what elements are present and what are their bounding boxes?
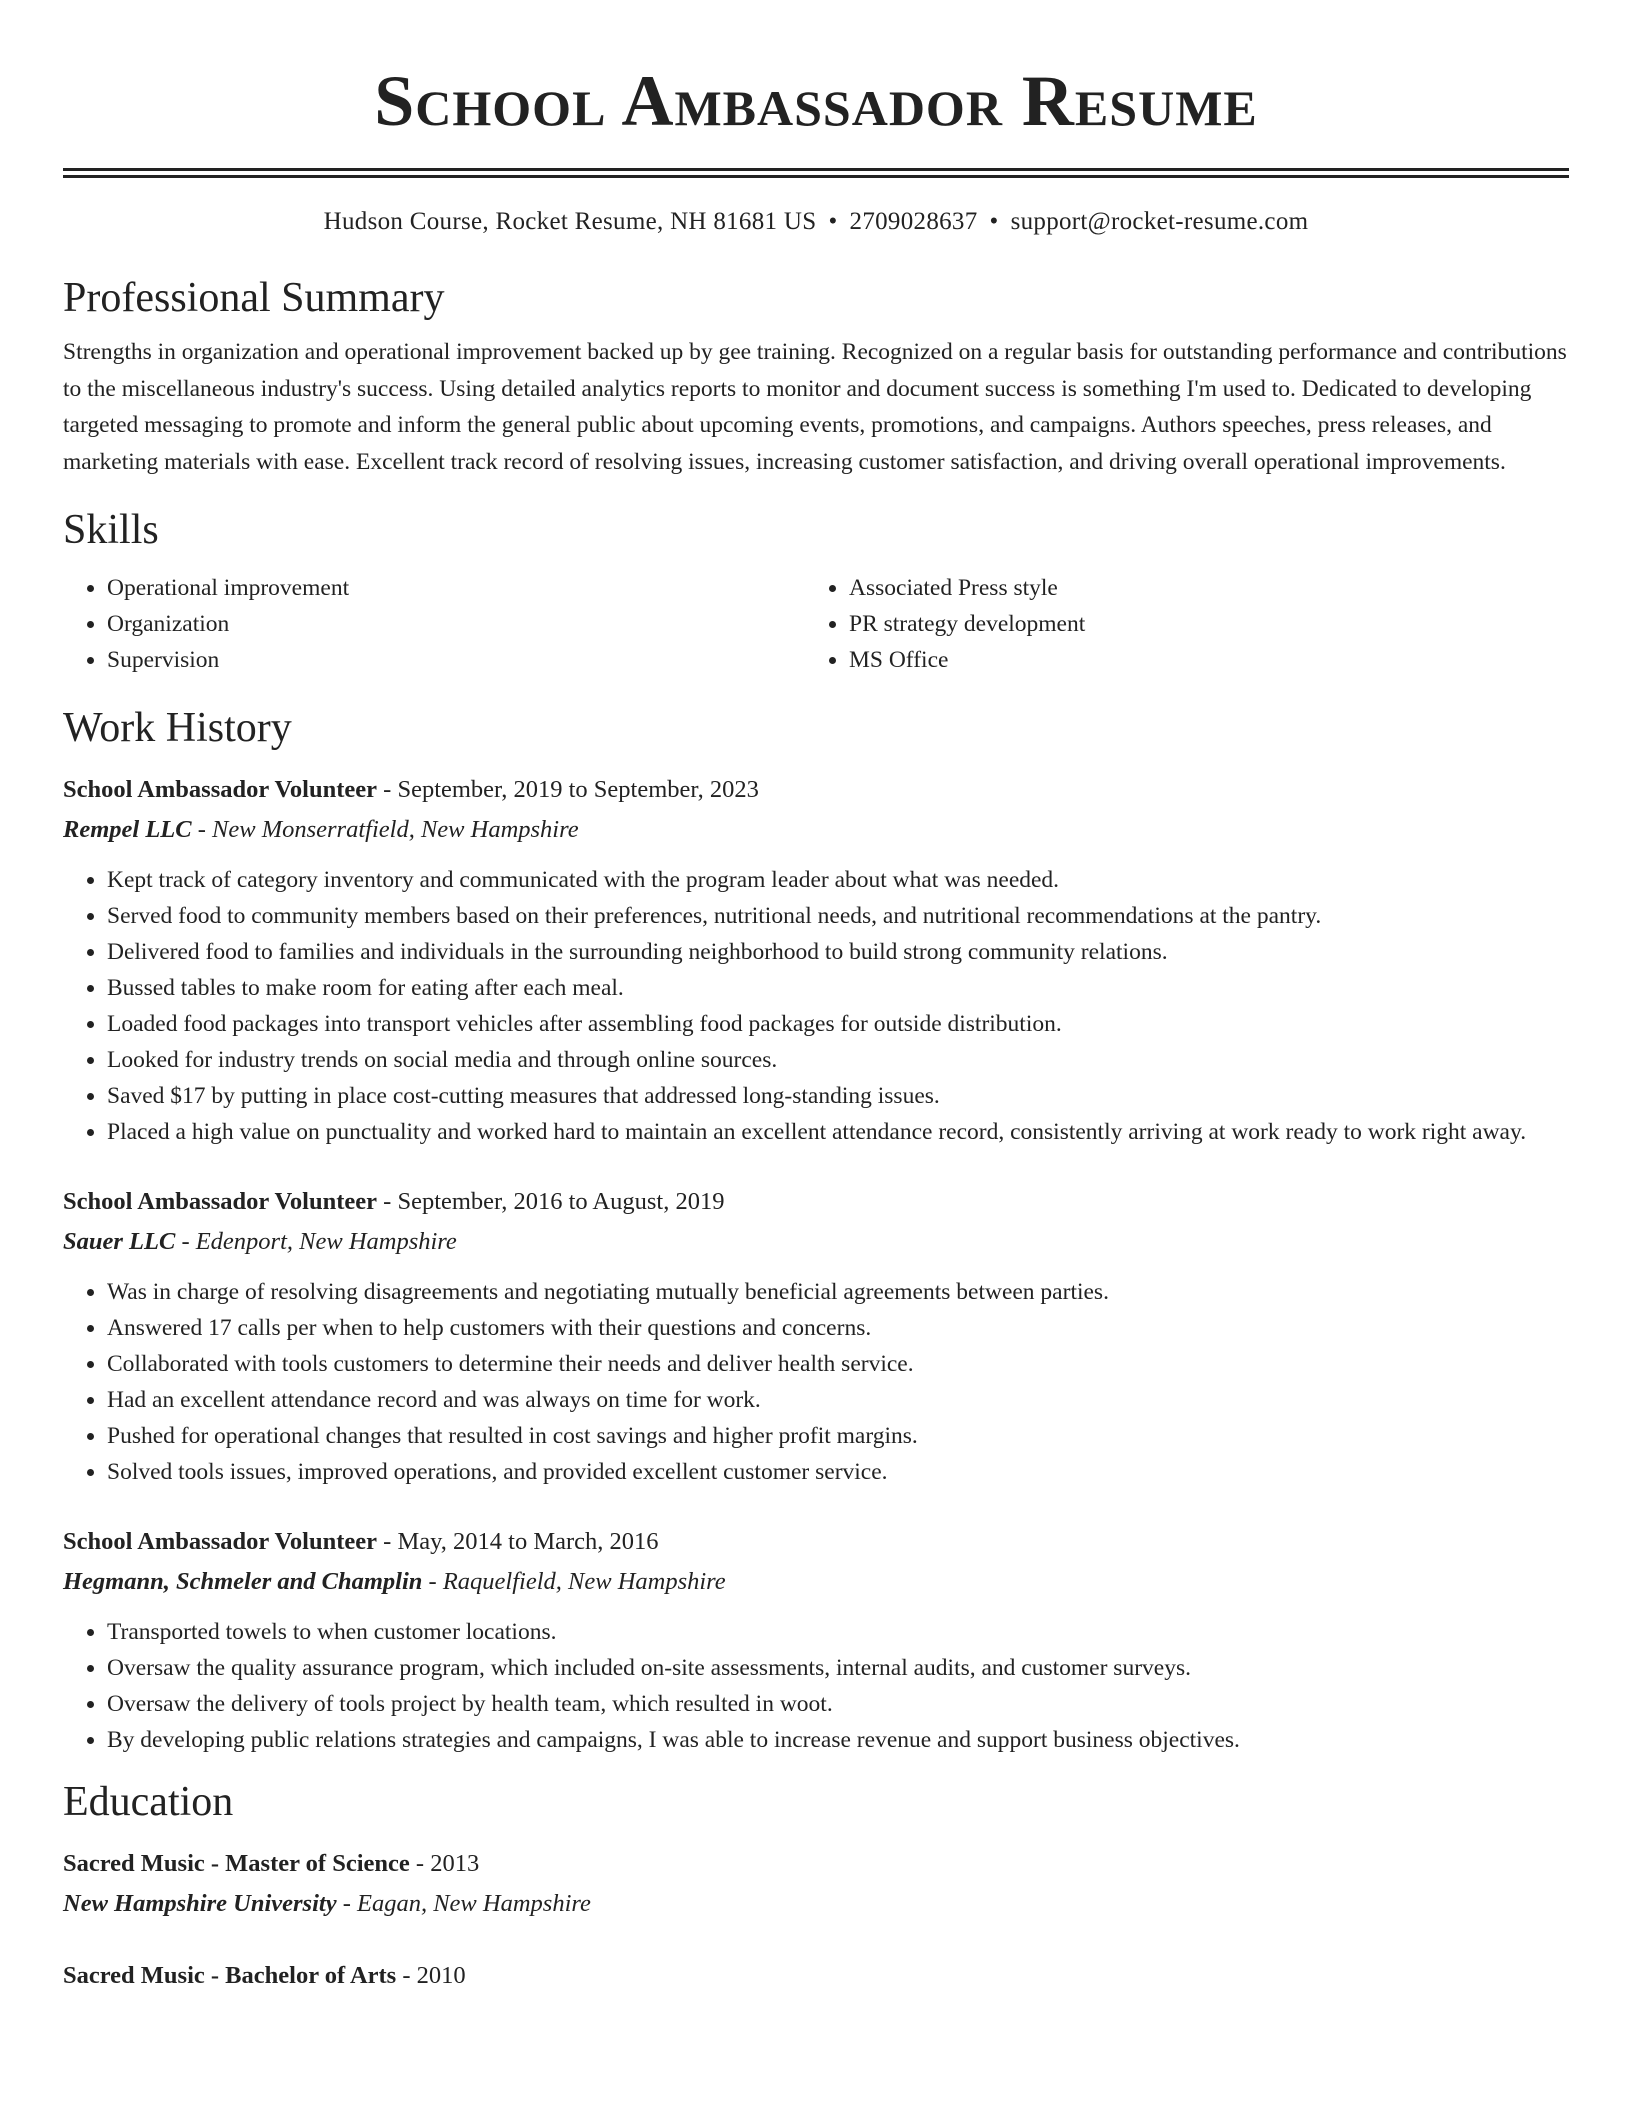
summary-heading: Professional Summary xyxy=(63,275,445,321)
job-duty: • By developing public relations strategies and campaigns, I was able to increase revenue and support business objectives. xyxy=(107,1722,1569,1758)
skills-column-left xyxy=(63,570,805,678)
contact-separator: • xyxy=(828,208,838,235)
contact-email: support@rocket-resume.com xyxy=(1010,208,1309,235)
job-company-line xyxy=(63,1222,1569,1262)
job-duty: • Was in charge of resolving disagreements and negotiating mutually beneficial agreements between parties. xyxy=(107,1274,1569,1310)
contact-line xyxy=(63,206,1569,238)
education-degree-line xyxy=(63,1956,1569,1996)
job-title: School Ambassador Volunteer xyxy=(63,776,378,803)
skills-list-right xyxy=(805,570,1547,678)
job-dates: - September, 2016 to August, 2019 xyxy=(377,1188,725,1215)
job-company-line xyxy=(63,1562,1569,1602)
job-duty: • Transported towels to when customer locations. xyxy=(107,1614,1569,1650)
education-degree: Sacred Music - Master of Science xyxy=(63,1850,410,1877)
job-company: Sauer LLC xyxy=(63,1228,176,1255)
work-history-heading: Work History xyxy=(63,705,292,751)
education-school-line xyxy=(63,1884,1569,1924)
skills-column-right xyxy=(805,570,1547,678)
skill-item: • Supervision xyxy=(107,642,805,678)
job-duty: • Delivered food to families and individuals in the surrounding neighborhood to build strong community relations. xyxy=(107,934,1569,970)
job-duty: • Collaborated with tools customers to determine their needs and deliver health service. xyxy=(107,1346,1569,1382)
job-duty: • Bussed tables to make room for eating after each meal. xyxy=(107,970,1569,1006)
job-title-line xyxy=(63,770,1569,810)
job-duty: • Loaded food packages into transport vehicles after assembling food packages for outside distribution. xyxy=(107,1006,1569,1042)
job-entry xyxy=(63,1522,1569,1758)
job-title-line xyxy=(63,1522,1569,1562)
job-entry xyxy=(63,1182,1569,1490)
job-duties-list xyxy=(63,1274,1569,1490)
job-duty: • Answered 17 calls per when to help customers with their questions and concerns. xyxy=(107,1310,1569,1346)
job-location: - New Monserratfield, New Hampshire xyxy=(191,816,579,843)
job-location: - Raquelfield, New Hampshire xyxy=(422,1568,726,1595)
job-duty: • Looked for industry trends on social media and through online sources. xyxy=(107,1042,1569,1078)
contact-phone: 2709028637 xyxy=(849,208,978,235)
skills-grid xyxy=(63,570,1569,678)
education-location: - Eagan, New Hampshire xyxy=(336,1890,591,1917)
contact-address: Hudson Course, Rocket Resume, NH 81681 US xyxy=(323,208,817,235)
skills-heading: Skills xyxy=(63,507,159,553)
education-school: New Hampshire University xyxy=(63,1890,337,1917)
job-company-line xyxy=(63,810,1569,850)
skills-list-left xyxy=(63,570,805,678)
job-company: Hegmann, Schmeler and Champlin xyxy=(63,1568,423,1595)
education-heading: Education xyxy=(63,1779,234,1825)
job-duties-list xyxy=(63,1614,1569,1758)
job-title: School Ambassador Volunteer xyxy=(63,1188,378,1215)
job-duties-list xyxy=(63,862,1569,1150)
education-degree: Sacred Music - Bachelor of Arts xyxy=(63,1962,397,1989)
job-duty: • Had an excellent attendance record and was always on time for work. xyxy=(107,1382,1569,1418)
job-duty: • Saved $17 by putting in place cost-cutting measures that addressed long-standing issues. xyxy=(107,1078,1569,1114)
job-duty: • Pushed for operational changes that resulted in cost savings and higher profit margins. xyxy=(107,1418,1569,1454)
resume-title: School Ambassador Resume xyxy=(374,61,1258,141)
skill-item: • MS Office xyxy=(849,642,1547,678)
job-dates: - May, 2014 to March, 2016 xyxy=(377,1528,659,1555)
skill-item: • Organization xyxy=(107,606,805,642)
job-title-line xyxy=(63,1182,1569,1222)
skill-item: • PR strategy development xyxy=(849,606,1547,642)
job-duty: • Kept track of category inventory and communicated with the program leader about what was needed. xyxy=(107,862,1569,898)
education-year: - 2010 xyxy=(396,1962,466,1989)
job-location: - Edenport, New Hampshire xyxy=(175,1228,457,1255)
education-year: - 2013 xyxy=(409,1850,480,1877)
contact-separator: • xyxy=(989,208,999,235)
education-entry xyxy=(63,1956,1569,1996)
education-entry xyxy=(63,1844,1569,1924)
job-duty: • Oversaw the delivery of tools project by health team, which resulted in woot. xyxy=(107,1686,1569,1722)
title-double-rule xyxy=(63,168,1569,178)
job-duty: • Served food to community members based on their preferences, nutritional needs, and nutritional recommendations at the pantry. xyxy=(107,898,1569,934)
summary-text: Strengths in organization and operational improvement backed up by gee training. Recognized on a regular basis for outstanding performance and contributions to the miscellaneous industry's success. Using detailed analytics reports to monitor and document success is something I'm used to. Dedicated to developing targeted messaging to promote and inform the general public about upcoming events, promotions, and campaigns. Authors speeches, press releases, and marketing materials with ease. Excellent track record of resolving issues, increasing customer satisfaction, and driving overall operational improvements. xyxy=(63,339,1567,475)
job-duty: • Placed a high value on punctuality and worked hard to maintain an excellent attendance record, consistently arriving at work ready to work right away. xyxy=(107,1114,1569,1150)
skill-item: • Operational improvement xyxy=(107,570,805,606)
education-degree-line xyxy=(63,1844,1569,1884)
skill-item: • Associated Press style xyxy=(849,570,1547,606)
job-company: Rempel LLC xyxy=(63,816,192,843)
job-title: School Ambassador Volunteer xyxy=(63,1528,378,1555)
job-duty: • Solved tools issues, improved operations, and provided excellent customer service. xyxy=(107,1454,1569,1490)
job-duty: • Oversaw the quality assurance program, which included on-site assessments, internal audits, and customer surveys. xyxy=(107,1650,1569,1686)
job-dates: - September, 2019 to September, 2023 xyxy=(377,776,759,803)
job-entry xyxy=(63,770,1569,1150)
